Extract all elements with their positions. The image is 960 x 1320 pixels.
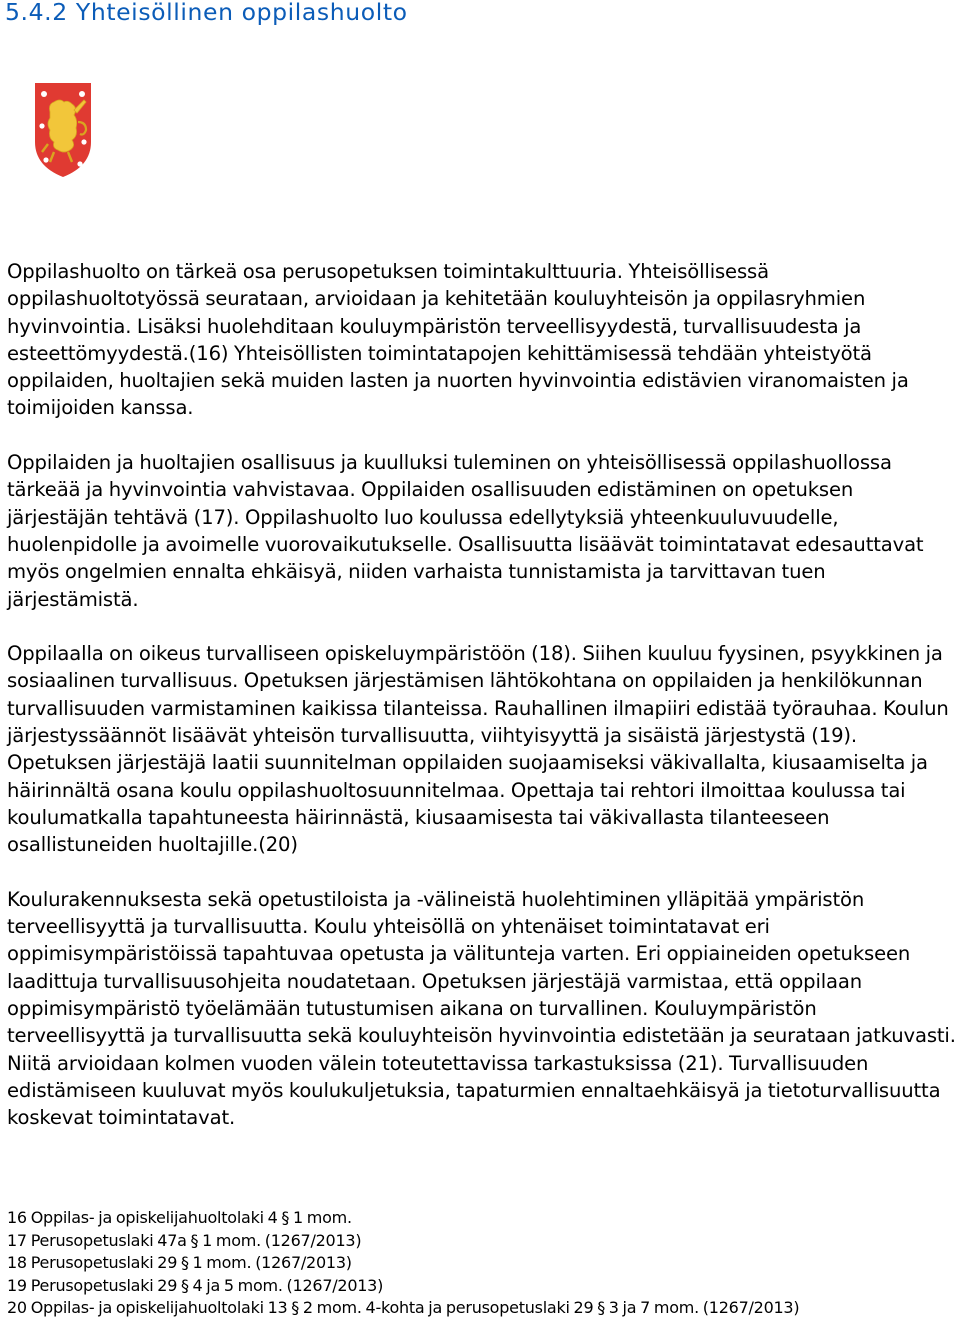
paragraph-turvallisuus: Oppilaalla on oikeus turvalliseen opiskeluympäristöön (18). Siihen kuuluu fyysinen, psyykkinen ja sosiaalinen turvallisuus. Opetuksen järjestämisen lähtökohtana on oppilaiden ja henkilökunnan turvallisuuden varmistaminen kaikissa tilanteissa. Rauhallinen ilmapiiri edistää työrauhaa. Koulun järjestyssäännöt lisäävät yhteisön turvallisuutta, viihtyisyyttä ja sisäistä järjestystä (19). Opetuksen järjestäjä laatii suunnitelman oppilaiden suojaamiseksi väkivallalta, kiusaamiselta ja häirinnältä osana koulu oppilashuoltosuunnitelmaa. Opettaja tai rehtori ilmoittaa koulussa tai koulumatkalla tapahtuneesta häirinnästä, kiusaamisesta tai väkivallasta tilanteeseen osallistuneiden huoltajille.(20) <box>7 642 949 857</box>
paragraph-oppilashuolto: Oppilashuolto on tärkeä osa perusopetuksen toimintakulttuuria. Yhteisöllisessä oppilashuoltotyössä seurataan, arvioidaan ja kehitetään kouluyhteisön ja oppilasryhmien hyvinvointia. Lisäksi huolehditaan kouluympäristön terveellisyydestä, turvallisuudesta ja esteettömyydestä.(16) Yhteisöllisten toimintatapojen kehittämisessä tehdään yhteistyötä oppilaiden, huoltajien sekä muiden lasten ja nuorten hyvinvointia edistävien viranomaisten ja toimijoiden kanssa. <box>7 260 909 420</box>
section-heading: 5.4.2 Yhteisöllinen oppilashuolto <box>5 0 408 26</box>
footnote-19: 19 Perusopetuslaki 29 § 4 ja 5 mom. (1267/2013) <box>7 1275 384 1295</box>
body-text <box>7 258 957 1132</box>
footnote-20: 20 Oppilas- ja opiskelijahuoltolaki 13 § 2 mom. 4-kohta ja perusopetuslaki 29 § 3 ja 7 mom. (1267/2013) <box>7 1298 800 1318</box>
paragraph-kouluymparisto: Koulurakennuksesta sekä opetustiloista ja -välineistä huolehtiminen ylläpitää ympäristön terveellisyyttä ja turvallisuutta. Koulu yhteisöllä on yhtenäiset toimintatavat eri oppimisympäristöissä tapahtuvaa opetusta ja välitunteja varten. Eri oppiaineiden opetukseen laadittuja turvallisuusohjeita noudatetaan. Opetuksen järjestäjä varmistaa, että oppilaan oppimisympäristö työelämään tutustumisen aikana on turvallinen. Kouluympäristön terveellisyyttä ja turvallisuutta sekä kouluyhteisön hyvinvointia edistetään ja seurataan jatkuvasti. Niitä arvioidaan kolmen vuoden välein toteutettavissa tarkastuksissa (21). Turvallisuuden edistämiseen kuuluvat myös koulukuljetuksia, tapaturmien ennaltaehkäisyä ja tietoturvallisuutta koskevat toimintatavat. <box>7 887 956 1130</box>
footnotes <box>7 1207 957 1320</box>
footnote-16: 16 Oppilas- ja opiskelijahuoltolaki 4 § 1 mom. <box>7 1208 352 1227</box>
footnote-18: 18 Perusopetuslaki 29 § 1 mom. (1267/2013) <box>7 1253 352 1273</box>
coat-of-arms <box>34 82 92 178</box>
finnish-coat-of-arms-icon <box>34 82 92 178</box>
footnote-17: 17 Perusopetuslaki 47a § 1 mom. (1267/2013) <box>7 1230 362 1250</box>
paragraph-osallisuus: Oppilaiden ja huoltajien osallisuus ja kuulluksi tuleminen on yhteisöllisessä oppilashuollossa tärkeää ja hyvinvointia vahvistavaa. Oppilaiden osallisuuden edistäminen on opetuksen järjestäjän tehtävä (17). Oppilashuolto luo koulussa edellytyksiä yhteenkuuluvuudelle, huolenpidolle ja avoimelle vuorovaikutukselle. Osallisuutta lisäävät toimintatavat edesauttavat myös ongelmien ennalta ehkäisyä, niiden varhaista tunnistamista ja tarvittavan tuen järjestämistä. <box>7 451 924 611</box>
